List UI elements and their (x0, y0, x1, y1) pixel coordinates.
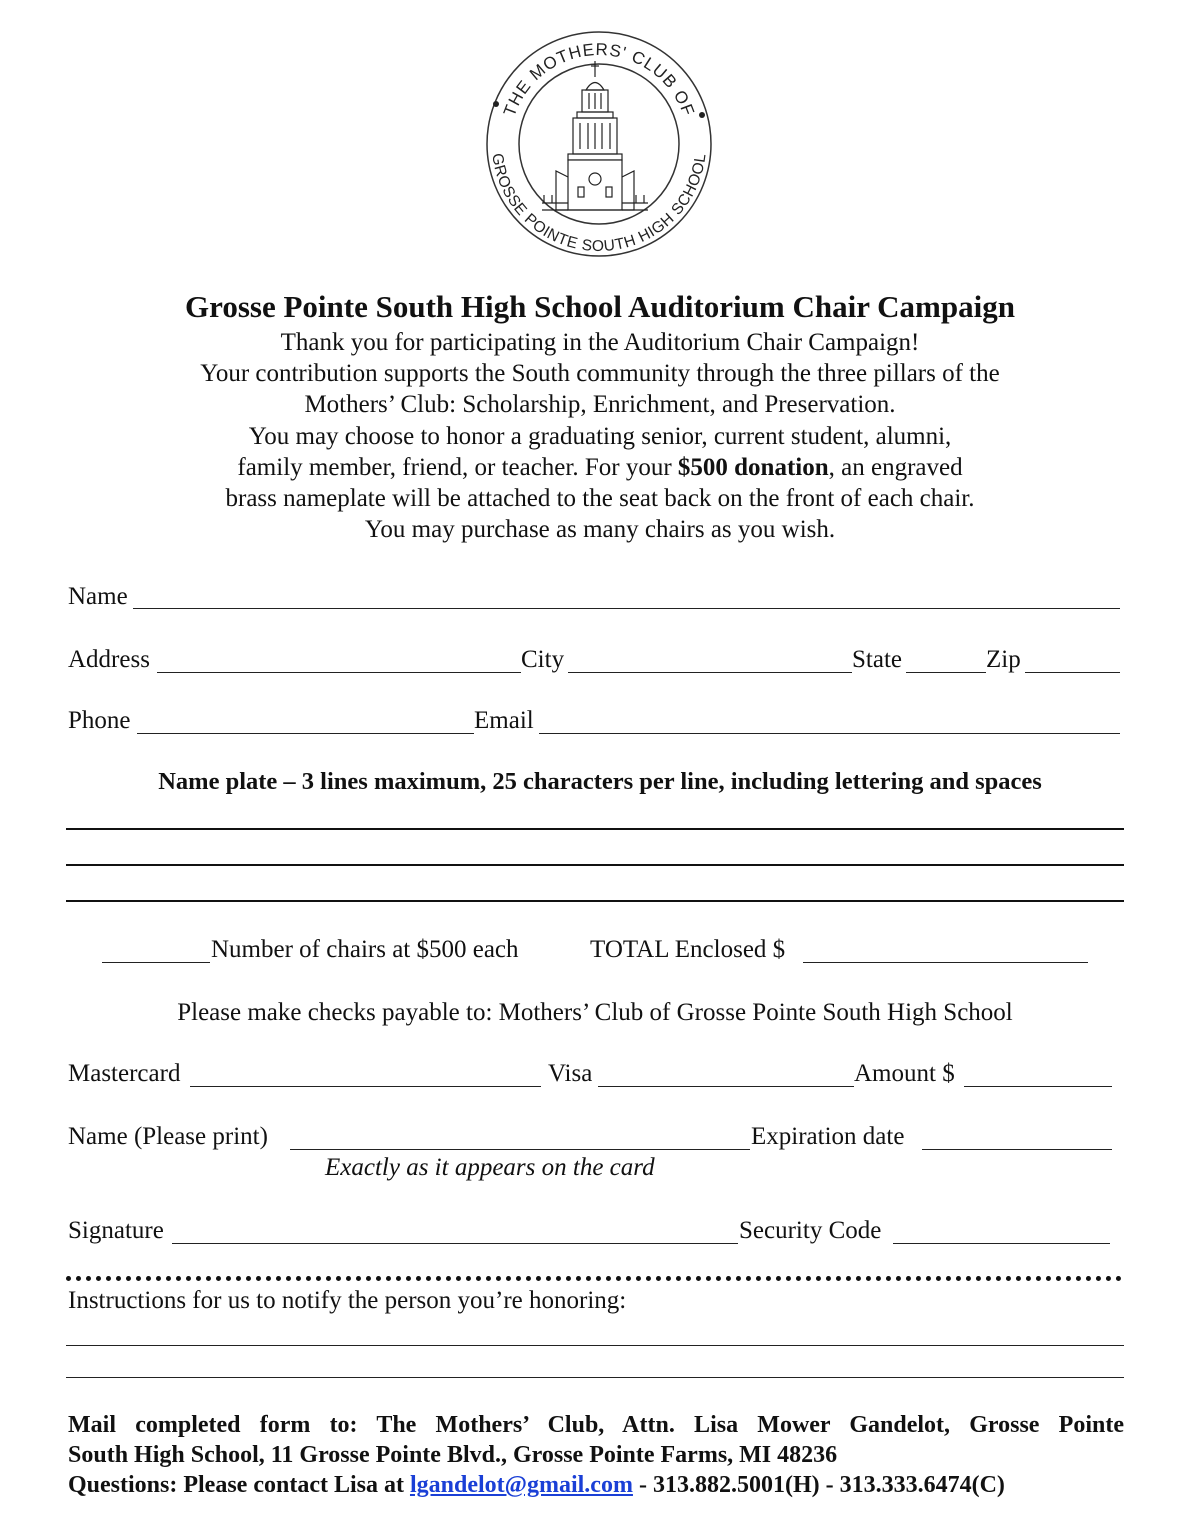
intro-line-1: Thank you for participating in the Auditorium Chair Campaign! (280, 329, 920, 356)
name-print-label: Name (Please print) (68, 1123, 268, 1150)
name-field[interactable] (133, 608, 1120, 609)
checks-note: Please make checks payable to: Mothers’ Club of Grosse Pointe South High School (177, 999, 1013, 1026)
footer-line-1: Mail completed form to: The Mothers’ Club, Attn. Lisa Mower Gandelot, Grosse Pointe (68, 1412, 1124, 1438)
chairs-count-field[interactable] (102, 962, 210, 963)
footer-line-2: South High School, 11 Grosse Pointe Blvd., Grosse Pointe Farms, MI 48236 (68, 1442, 838, 1468)
mothers-club-seal (482, 27, 716, 261)
name-label: Name (68, 583, 128, 610)
seal-top-text: THE MOTHERS' CLUB OF (499, 39, 699, 119)
contact-email-link[interactable]: lgandelot@gmail.com (409, 1472, 633, 1498)
intro-line-6: brass nameplate will be attached to the seat back on the front of each chair. (225, 485, 975, 513)
phone-field[interactable] (137, 733, 474, 734)
zip-label: Zip (986, 646, 1021, 673)
mastercard-label: Mastercard (68, 1060, 181, 1087)
seal-bottom-text: GROSSE POINTE SOUTH HIGH SCHOOL (488, 152, 710, 256)
nameplate-heading: Name plate – 3 lines maximum, 25 characters per line, including lettering and spaces (158, 768, 1042, 795)
visa-field[interactable] (598, 1086, 854, 1087)
mastercard-field[interactable] (190, 1086, 541, 1087)
donation-amount: $500 donation (677, 453, 829, 481)
name-print-field[interactable] (290, 1149, 750, 1150)
instructions-line-1[interactable] (66, 1345, 1124, 1346)
address-label: Address (68, 646, 150, 673)
city-label: City (521, 646, 565, 673)
security-code-label: Security Code (739, 1217, 882, 1244)
chairs-label: Number of chairs at $500 each (211, 936, 519, 963)
intro-line-7: You may purchase as many chairs as you wish. (364, 516, 836, 544)
footer-line-3: Questions: Please contact Lisa at lgandelot@gmail.com - 313.882.5001(H) - 313.333.6474(C) (68, 1472, 1005, 1498)
intro-line-5: family member, friend, or teacher. For your $500 donation, an engraved (237, 453, 963, 481)
dotted-divider (66, 1276, 1122, 1281)
signature-field[interactable] (172, 1243, 738, 1244)
intro-line-4: You may choose to honor a graduating senior, current student, alumni, (248, 422, 952, 450)
intro-text (0, 327, 1200, 545)
email-label: Email (474, 707, 534, 734)
city-field[interactable] (568, 672, 852, 673)
amount-label: Amount $ (854, 1060, 955, 1087)
instructions-label: Instructions for us to notify the person you’re honoring: (68, 1287, 627, 1314)
intro-line-3: Mothers’ Club: Scholarship, Enrichment, and Preservation. (304, 391, 896, 419)
state-field[interactable] (906, 672, 986, 673)
total-field[interactable] (803, 962, 1088, 963)
zip-field[interactable] (1025, 672, 1120, 673)
expiration-field[interactable] (922, 1149, 1112, 1150)
card-note: Exactly as it appears on the card (325, 1154, 655, 1181)
nameplate-line-1[interactable] (66, 828, 1124, 830)
page-title: Grosse Pointe South High School Auditorium Chair Campaign (185, 289, 1015, 324)
instructions-line-2[interactable] (66, 1377, 1124, 1378)
total-label: TOTAL Enclosed $ (590, 936, 786, 963)
mailing-instructions (68, 1410, 1124, 1500)
nameplate-line-3[interactable] (66, 900, 1124, 902)
state-label: State (852, 646, 902, 673)
visa-label: Visa (548, 1060, 593, 1087)
tower-icon (542, 61, 648, 210)
expiration-label: Expiration date (751, 1123, 905, 1150)
amount-field[interactable] (964, 1086, 1112, 1087)
email-field[interactable] (539, 733, 1120, 734)
intro-line-2: Your contribution supports the South community through the three pillars of the (200, 360, 1000, 388)
signature-label: Signature (68, 1217, 164, 1244)
nameplate-line-2[interactable] (66, 864, 1124, 866)
phone-label: Phone (68, 707, 131, 734)
address-field[interactable] (157, 672, 521, 673)
security-code-field[interactable] (893, 1243, 1110, 1244)
